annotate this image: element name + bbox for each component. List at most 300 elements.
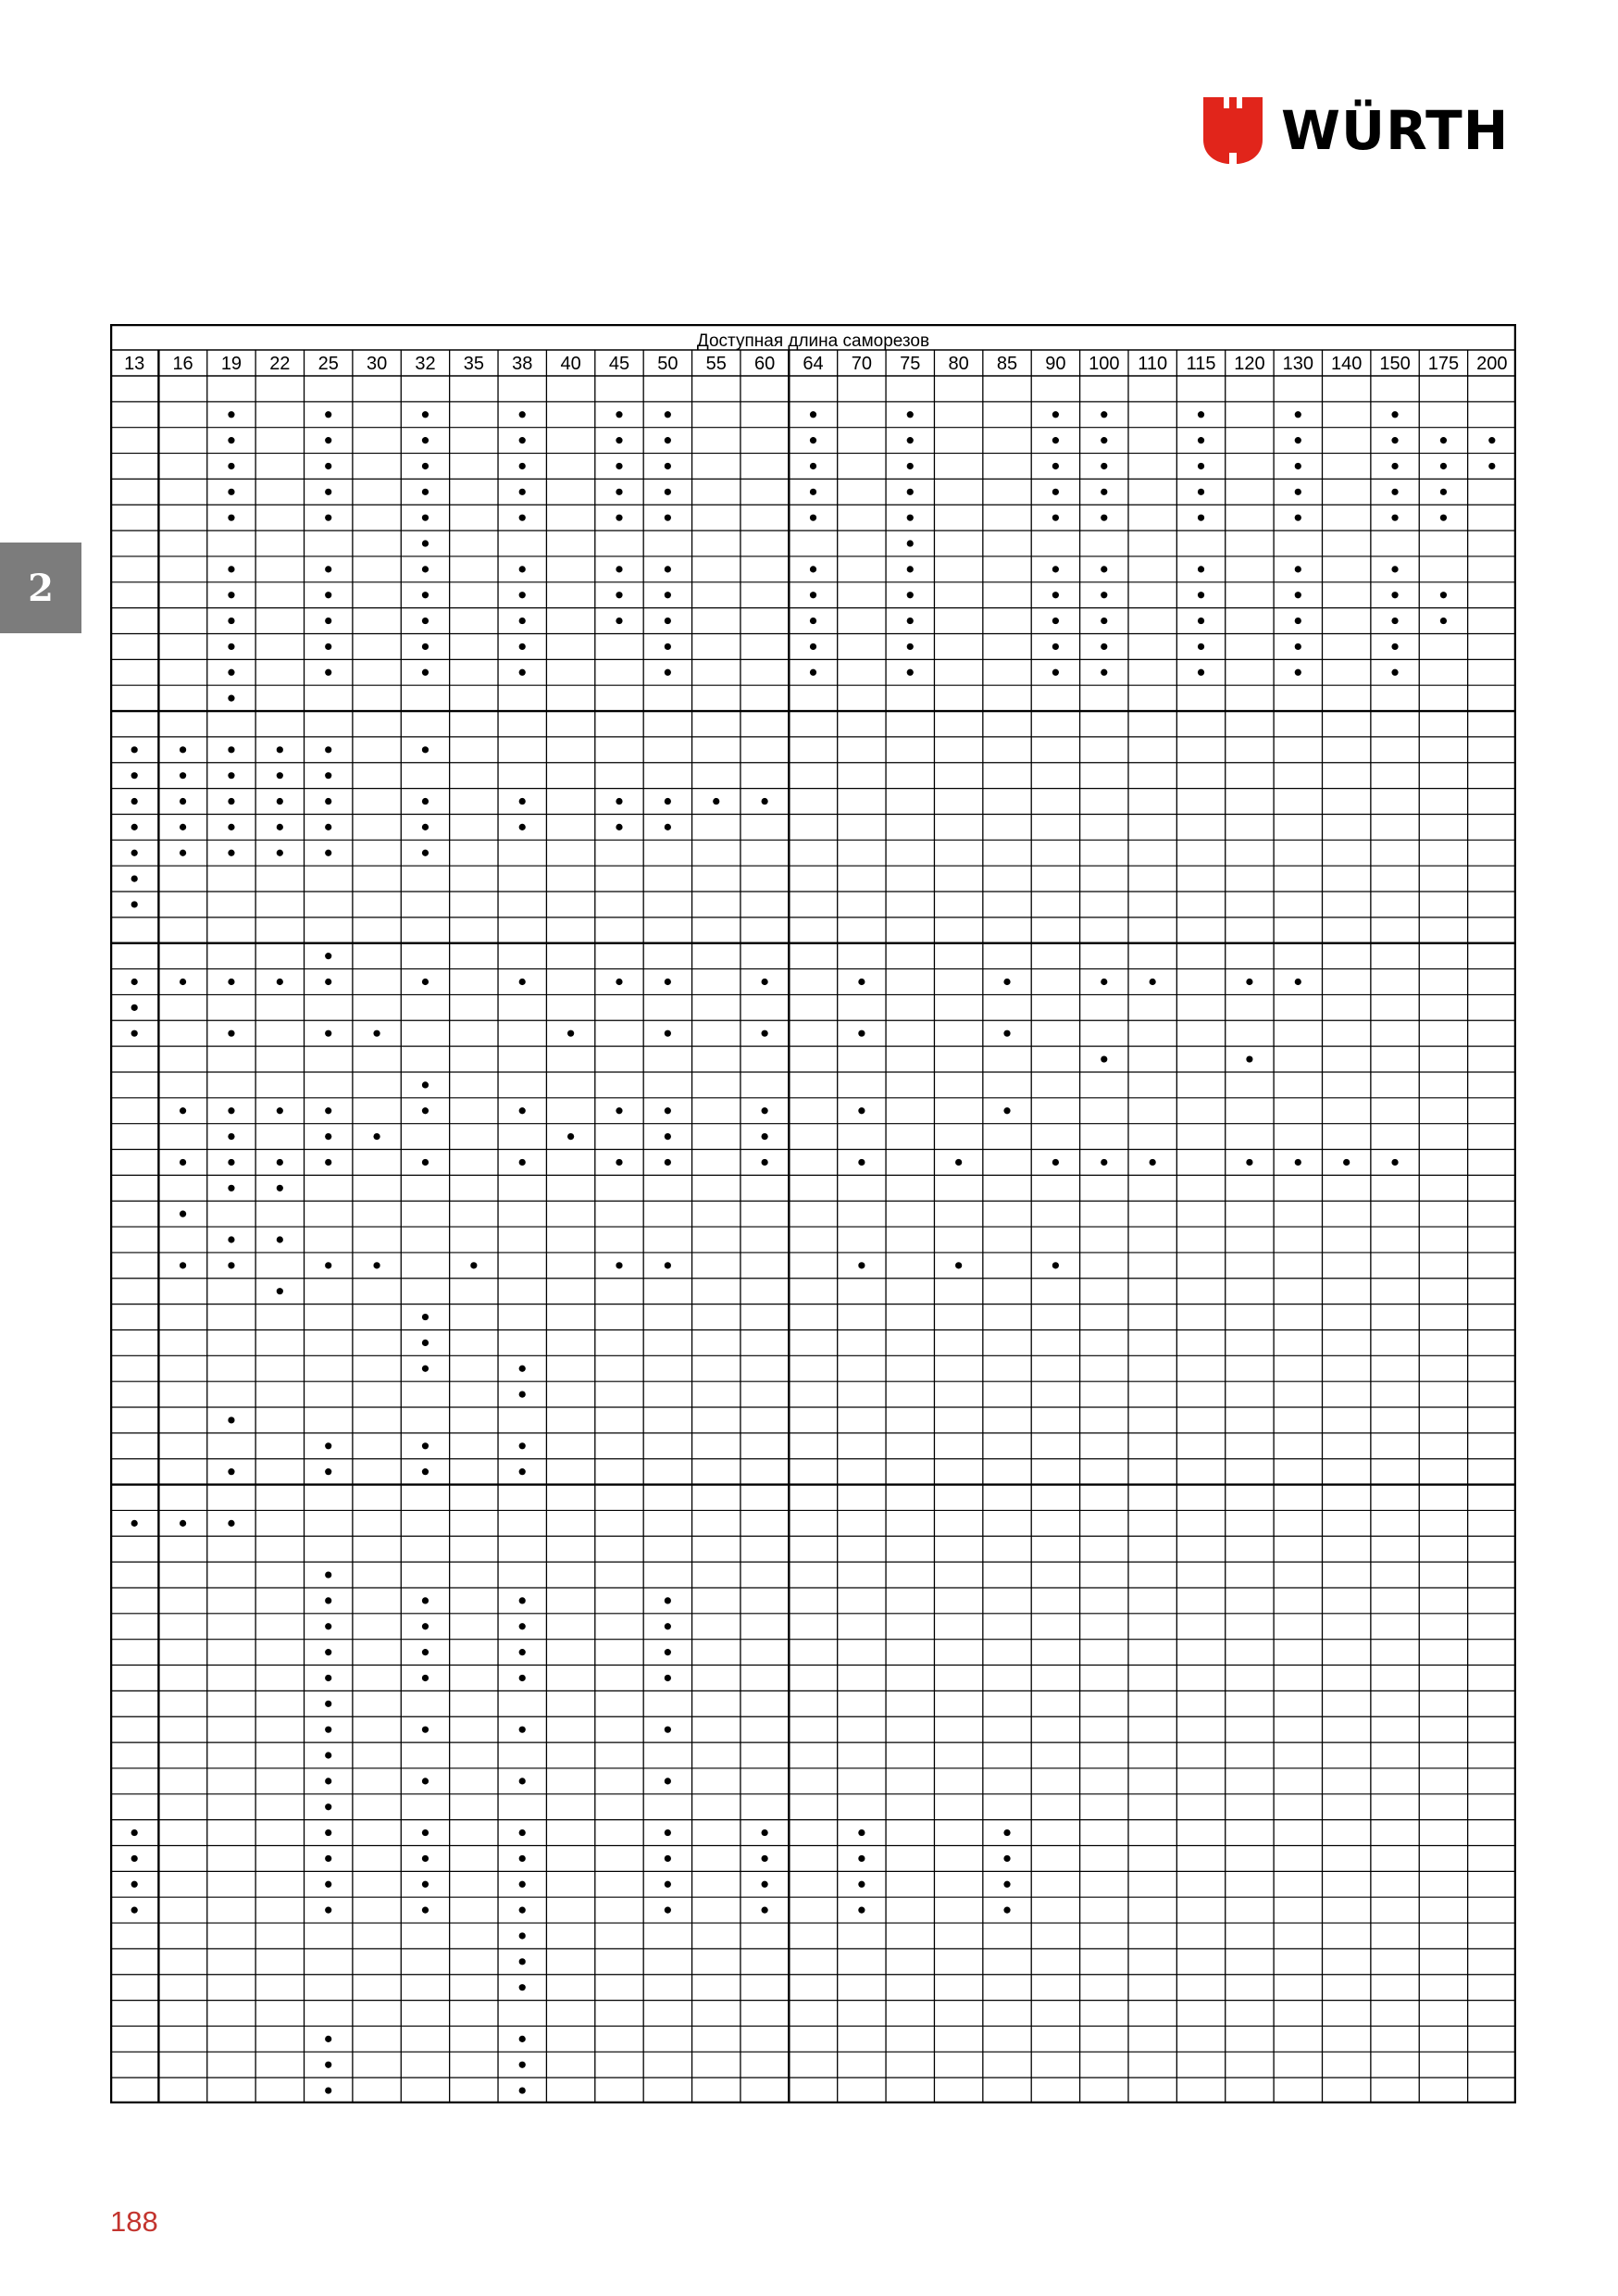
- availability-dot: [325, 953, 331, 959]
- availability-dot: [325, 1623, 331, 1629]
- availability-dot: [325, 1778, 331, 1784]
- availability-dot: [1246, 1159, 1252, 1166]
- availability-dot: [1391, 1159, 1398, 1166]
- availability-dot: [519, 437, 526, 443]
- availability-dot: [180, 798, 186, 805]
- availability-dot: [665, 1597, 671, 1603]
- availability-dot: [422, 618, 429, 624]
- availability-dot: [1295, 592, 1301, 598]
- availability-dot: [1101, 463, 1107, 469]
- availability-dot: [325, 566, 331, 572]
- availability-dot: [762, 1133, 768, 1140]
- availability-dot: [810, 437, 816, 443]
- availability-dot: [665, 463, 671, 469]
- availability-dot: [616, 979, 622, 985]
- availability-dot: [1198, 643, 1204, 650]
- availability-dot: [180, 1159, 186, 1166]
- availability-dot: [519, 1958, 526, 1965]
- availability-dot: [567, 1030, 574, 1037]
- availability-dot: [228, 850, 234, 856]
- availability-dot: [228, 411, 234, 418]
- availability-dot: [1295, 437, 1301, 443]
- availability-dot: [325, 1571, 331, 1578]
- availability-dot: [325, 1881, 331, 1888]
- availability-dot: [665, 1159, 671, 1166]
- availability-dot: [810, 618, 816, 624]
- availability-dot: [277, 772, 283, 779]
- availability-dot: [907, 566, 914, 572]
- availability-dot: [325, 618, 331, 624]
- availability-dot: [277, 1236, 283, 1242]
- availability-dot: [277, 824, 283, 830]
- availability-dot: [1198, 437, 1204, 443]
- availability-dot: [616, 1262, 622, 1268]
- availability-dot: [665, 1623, 671, 1629]
- availability-dot: [665, 1881, 671, 1888]
- availability-dot: [422, 1829, 429, 1836]
- availability-dot: [810, 411, 816, 418]
- column-header: 64: [803, 354, 824, 374]
- availability-dot: [810, 489, 816, 495]
- brand-name: WÜRTH: [1281, 99, 1510, 162]
- availability-dot: [907, 463, 914, 469]
- availability-dot: [1391, 463, 1398, 469]
- column-header: 50: [657, 354, 678, 374]
- availability-dot: [1391, 592, 1398, 598]
- availability-dot: [519, 1778, 526, 1784]
- availability-dot: [1295, 1159, 1301, 1166]
- availability-dot: [373, 1030, 380, 1037]
- column-header: 22: [269, 354, 291, 374]
- column-header: 35: [463, 354, 484, 374]
- availability-dot: [665, 1675, 671, 1681]
- availability-dot: [325, 798, 331, 805]
- availability-dot: [1391, 515, 1398, 521]
- availability-dot: [665, 1262, 671, 1268]
- availability-dot: [228, 643, 234, 650]
- availability-dot: [1440, 515, 1447, 521]
- availability-dot: [422, 463, 429, 469]
- availability-dot: [907, 592, 914, 598]
- availability-dot: [228, 772, 234, 779]
- availability-dot: [1198, 592, 1204, 598]
- availability-dot: [325, 1468, 331, 1475]
- availability-dot: [228, 979, 234, 985]
- availability-dot: [1488, 437, 1495, 443]
- availability-dot: [1003, 1881, 1010, 1888]
- availability-dot: [616, 437, 622, 443]
- availability-dot: [422, 1675, 429, 1681]
- availability-dot: [955, 1262, 962, 1268]
- availability-dot: [665, 1778, 671, 1784]
- availability-dot: [567, 1133, 574, 1140]
- availability-dot: [519, 1881, 526, 1888]
- column-header: 45: [608, 354, 630, 374]
- availability-dot: [1295, 463, 1301, 469]
- availability-dot: [422, 1881, 429, 1888]
- column-header: 40: [560, 354, 581, 374]
- availability-dot: [422, 643, 429, 650]
- availability-dot: [1052, 1159, 1059, 1166]
- availability-dot: [762, 798, 768, 805]
- availability-dot: [1391, 669, 1398, 676]
- availability-dot: [1440, 437, 1447, 443]
- availability-dot: [422, 850, 429, 856]
- availability-dot: [519, 2036, 526, 2042]
- availability-dot: [616, 566, 622, 572]
- availability-dot: [519, 1675, 526, 1681]
- column-header: 32: [415, 354, 436, 374]
- availability-dot: [665, 618, 671, 624]
- availability-dot: [180, 746, 186, 753]
- availability-dot: [1003, 1107, 1010, 1114]
- column-header: 19: [220, 354, 243, 374]
- availability-dot: [228, 463, 234, 469]
- availability-dot: [665, 1030, 671, 1037]
- availability-dot: [131, 1829, 138, 1836]
- availability-dot: [519, 643, 526, 650]
- availability-dot: [325, 489, 331, 495]
- availability-dot: [519, 669, 526, 676]
- availability-dot: [1391, 489, 1398, 495]
- availability-dot: [665, 592, 671, 598]
- availability-dot: [228, 1133, 234, 1140]
- availability-dot: [519, 1932, 526, 1939]
- availability-dot: [616, 798, 622, 805]
- availability-dot: [762, 1030, 768, 1037]
- availability-dot: [325, 1701, 331, 1707]
- availability-dot: [422, 824, 429, 830]
- availability-dot: [1052, 592, 1059, 598]
- availability-dot: [665, 1829, 671, 1836]
- availability-dot: [1052, 618, 1059, 624]
- wurth-logo-mark-icon: [1203, 97, 1263, 164]
- availability-dot: [519, 618, 526, 624]
- availability-dot: [180, 979, 186, 985]
- availability-dot: [858, 1829, 865, 1836]
- availability-dot: [1150, 1159, 1156, 1166]
- availability-dot: [325, 1675, 331, 1681]
- availability-dot: [228, 1416, 234, 1423]
- availability-dot: [1440, 463, 1447, 469]
- availability-dot: [810, 566, 816, 572]
- availability-dot: [665, 798, 671, 805]
- availability-dot: [422, 1081, 429, 1088]
- availability-dot: [616, 1107, 622, 1114]
- availability-dot: [277, 746, 283, 753]
- availability-dot: [762, 1107, 768, 1114]
- availability-dot: [519, 1597, 526, 1603]
- availability-dot: [519, 592, 526, 598]
- availability-dot: [810, 643, 816, 650]
- availability-dot: [325, 1649, 331, 1655]
- availability-dot: [519, 566, 526, 572]
- availability-dot: [665, 437, 671, 443]
- column-header: 80: [948, 354, 969, 374]
- availability-dot: [1150, 979, 1156, 985]
- availability-dot: [325, 1829, 331, 1836]
- availability-dot: [519, 515, 526, 521]
- availability-dot: [422, 1623, 429, 1629]
- column-header: 110: [1138, 354, 1168, 374]
- availability-dot: [762, 1829, 768, 1836]
- availability-dot: [180, 1520, 186, 1527]
- availability-dot: [519, 411, 526, 418]
- availability-dot: [907, 437, 914, 443]
- availability-dot: [325, 463, 331, 469]
- availability-dot: [1101, 489, 1107, 495]
- availability-dot: [519, 489, 526, 495]
- availability-dot: [325, 592, 331, 598]
- column-header: 90: [1045, 354, 1066, 374]
- availability-dot: [1391, 566, 1398, 572]
- availability-dot: [858, 1107, 865, 1114]
- availability-dot: [325, 1030, 331, 1037]
- availability-dot: [665, 979, 671, 985]
- availability-dot: [131, 1907, 138, 1914]
- availability-dot: [228, 566, 234, 572]
- column-header: 140: [1330, 354, 1363, 374]
- availability-dot: [665, 1649, 671, 1655]
- availability-dot: [762, 1881, 768, 1888]
- availability-dot: [228, 669, 234, 676]
- column-header: 115: [1186, 354, 1216, 374]
- availability-dot: [422, 669, 429, 676]
- availability-dot: [422, 1107, 429, 1114]
- availability-dot: [228, 824, 234, 830]
- availability-dot: [519, 798, 526, 805]
- availability-dot: [325, 824, 331, 830]
- availability-dot: [422, 437, 429, 443]
- availability-dot: [762, 1855, 768, 1862]
- availability-dot: [325, 643, 331, 650]
- availability-dot: [858, 1881, 865, 1888]
- availability-dot: [858, 1262, 865, 1268]
- availability-dot: [228, 1236, 234, 1242]
- availability-dot: [422, 1649, 429, 1655]
- availability-dot: [1295, 618, 1301, 624]
- availability-dot: [228, 618, 234, 624]
- availability-dot: [810, 669, 816, 676]
- section-number: 2: [28, 566, 54, 610]
- column-header: 85: [996, 354, 1018, 374]
- availability-dot: [955, 1159, 962, 1166]
- availability-dot: [1295, 979, 1301, 985]
- availability-dot: [1101, 669, 1107, 676]
- column-header: 55: [705, 354, 727, 374]
- availability-dot: [1198, 669, 1204, 676]
- availability-dot: [325, 1133, 331, 1140]
- availability-dot: [665, 515, 671, 521]
- availability-dot: [1052, 515, 1059, 521]
- availability-dot: [858, 1030, 865, 1037]
- availability-dot: [325, 1159, 331, 1166]
- availability-dot: [131, 746, 138, 753]
- availability-dot: [325, 411, 331, 418]
- availability-dot: [665, 643, 671, 650]
- availability-dot: [228, 1468, 234, 1475]
- availability-dot: [325, 669, 331, 676]
- availability-dot: [858, 1907, 865, 1914]
- availability-dot: [665, 489, 671, 495]
- availability-dot: [228, 1030, 234, 1037]
- availability-dot: [762, 979, 768, 985]
- column-header: 130: [1282, 354, 1313, 374]
- availability-dot: [1003, 979, 1010, 985]
- availability-dot: [665, 1855, 671, 1862]
- availability-dot: [277, 1288, 283, 1294]
- availability-dot: [1295, 411, 1301, 418]
- availability-dot: [325, 2036, 331, 2042]
- availability-dot: [325, 1597, 331, 1603]
- availability-dot: [1101, 566, 1107, 572]
- column-header: 175: [1427, 354, 1460, 374]
- availability-dot: [325, 515, 331, 521]
- availability-dot: [1101, 643, 1107, 650]
- availability-dot: [422, 1340, 429, 1346]
- availability-dot: [616, 489, 622, 495]
- availability-dot: [228, 437, 234, 443]
- availability-dot: [1391, 618, 1398, 624]
- availability-dot: [422, 1597, 429, 1603]
- availability-dot: [907, 515, 914, 521]
- availability-dot: [325, 979, 331, 985]
- availability-dot: [131, 1520, 138, 1527]
- availability-dot: [1295, 515, 1301, 521]
- availability-dot: [325, 1107, 331, 1114]
- column-header: 120: [1234, 354, 1265, 374]
- availability-dot: [470, 1262, 477, 1268]
- availability-dot: [907, 618, 914, 624]
- availability-dot: [519, 1623, 526, 1629]
- availability-dot: [1246, 979, 1252, 985]
- availability-dot: [519, 1855, 526, 1862]
- availability-dot: [1198, 618, 1204, 624]
- availability-dot: [907, 411, 914, 418]
- availability-dot: [713, 798, 719, 805]
- availability-dot: [228, 1185, 234, 1192]
- availability-dot: [228, 1262, 234, 1268]
- column-header: 200: [1476, 354, 1508, 374]
- availability-dot: [228, 695, 234, 702]
- availability-dot: [1101, 618, 1107, 624]
- availability-dot: [325, 1803, 331, 1810]
- availability-dot: [519, 463, 526, 469]
- availability-dot: [1246, 1055, 1252, 1062]
- availability-dot: [180, 1262, 186, 1268]
- availability-dot: [1440, 592, 1447, 598]
- availability-dot: [325, 772, 331, 779]
- availability-dot: [1003, 1030, 1010, 1037]
- availability-dot: [1052, 1262, 1059, 1268]
- availability-dot: [1391, 643, 1398, 650]
- availability-dot: [665, 1907, 671, 1914]
- column-header: 75: [900, 354, 921, 374]
- availability-dot: [373, 1133, 380, 1140]
- availability-dot: [810, 515, 816, 521]
- availability-dot: [762, 1159, 768, 1166]
- availability-dot: [1101, 1159, 1107, 1166]
- availability-dot: [519, 1829, 526, 1836]
- availability-dot: [422, 1727, 429, 1733]
- column-header: 60: [753, 354, 776, 374]
- availability-dot: [1391, 437, 1398, 443]
- availability-dot: [325, 746, 331, 753]
- availability-dot: [422, 1907, 429, 1914]
- column-header: 70: [851, 354, 873, 374]
- availability-dot: [180, 772, 186, 779]
- availability-dot: [907, 540, 914, 546]
- availability-dot: [1198, 489, 1204, 495]
- availability-dot: [616, 1159, 622, 1166]
- availability-dot: [519, 1984, 526, 1990]
- availability-dot: [131, 798, 138, 805]
- availability-dot: [325, 437, 331, 443]
- availability-dot: [422, 1366, 429, 1372]
- availability-dot: [325, 1855, 331, 1862]
- availability-dot: [373, 1262, 380, 1268]
- availability-dot: [325, 1752, 331, 1758]
- availability-dot: [228, 798, 234, 805]
- availability-dot: [422, 1159, 429, 1166]
- availability-dot: [422, 515, 429, 521]
- availability-dot: [325, 850, 331, 856]
- availability-dot: [858, 1159, 865, 1166]
- availability-dot: [325, 1727, 331, 1733]
- availability-dot: [1003, 1855, 1010, 1862]
- availability-dot: [325, 2062, 331, 2068]
- availability-dot: [422, 566, 429, 572]
- availability-dot: [1198, 411, 1204, 418]
- section-tab: [0, 543, 81, 633]
- availability-dot: [422, 1314, 429, 1320]
- availability-dot: [422, 411, 429, 418]
- availability-dot: [228, 489, 234, 495]
- availability-dot: [1052, 463, 1059, 469]
- availability-dot: [519, 979, 526, 985]
- availability-dot: [422, 592, 429, 598]
- availability-dot: [1052, 437, 1059, 443]
- availability-dot: [1488, 463, 1495, 469]
- availability-dot: [228, 746, 234, 753]
- column-header: 150: [1379, 354, 1411, 374]
- availability-dot: [665, 824, 671, 830]
- column-header: 100: [1089, 354, 1120, 374]
- availability-dot: [1101, 515, 1107, 521]
- availability-dot: [1003, 1907, 1010, 1914]
- availability-dot: [277, 850, 283, 856]
- availability-dot: [519, 1159, 526, 1166]
- availability-dot: [665, 1107, 671, 1114]
- availability-dot: [325, 2087, 331, 2093]
- availability-dot: [180, 1211, 186, 1217]
- availability-dot: [519, 1366, 526, 1372]
- availability-dot: [131, 1030, 138, 1037]
- availability-dot: [325, 1442, 331, 1449]
- availability-dot: [1295, 669, 1301, 676]
- availability-dot: [422, 979, 429, 985]
- availability-dot: [907, 489, 914, 495]
- availability-dot: [1295, 489, 1301, 495]
- column-header: 38: [512, 354, 533, 374]
- availability-dot: [665, 411, 671, 418]
- availability-dot: [131, 824, 138, 830]
- screw-length-table: [110, 324, 1516, 2103]
- availability-dot: [616, 824, 622, 830]
- availability-dot: [277, 1107, 283, 1114]
- availability-dot: [277, 979, 283, 985]
- availability-dot: [180, 1107, 186, 1114]
